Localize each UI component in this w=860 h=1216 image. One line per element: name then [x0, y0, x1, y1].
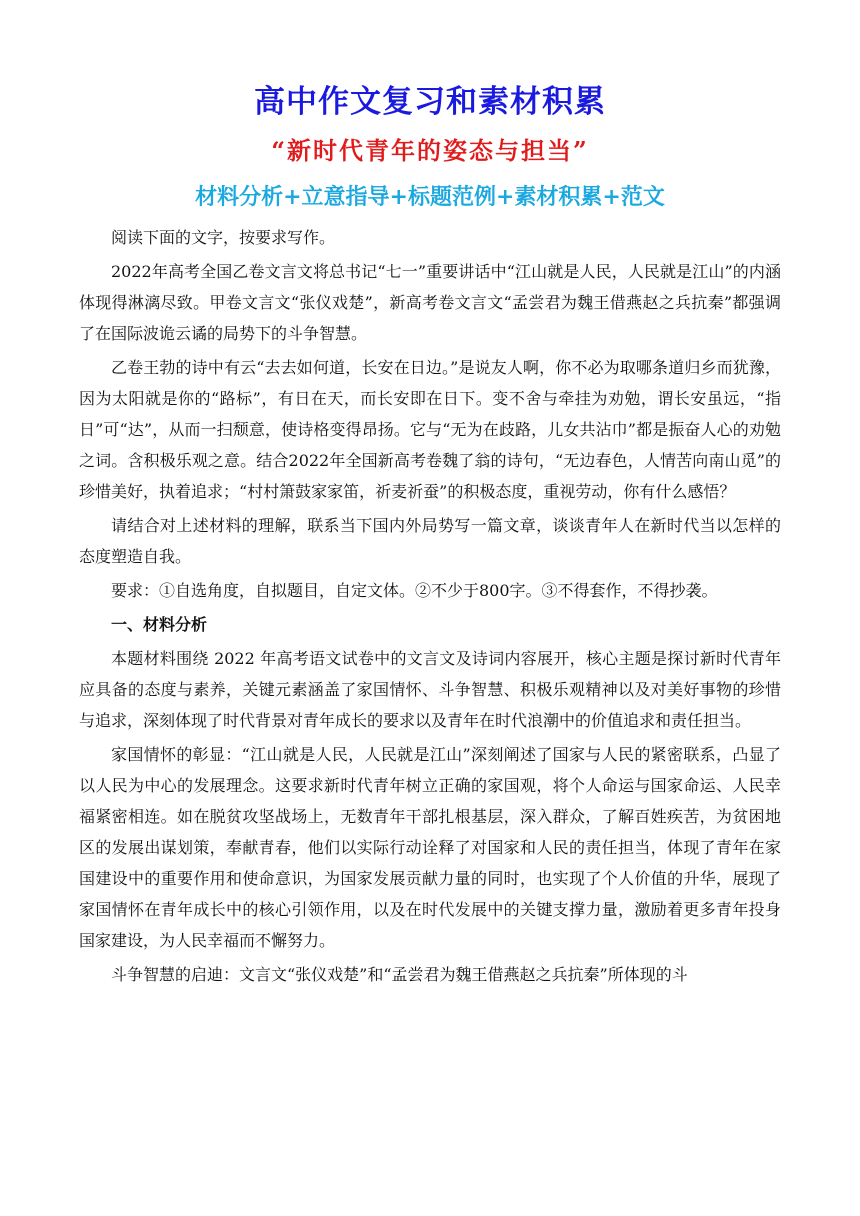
paragraph-requirements: 要求：①自选角度，自拟题目，自定文体。②不少于800字。③不得套作，不得抄袭。 [111, 581, 718, 600]
paragraph-material-1: 2022年高考全国乙卷文言文将总书记“七一”重要讲话中“江山就是人民，人民就是江山”的内涵体现得淋漓尽致。甲卷文言文“张仪戏楚”，新高考卷文言文“孟尝君为魏王借燕赵之兵抗秦”都强调了在国际波诡云谲的局势下的斗争智慧。 [79, 262, 781, 343]
paragraph-instruction: 阅读下面的文字，按要求写作。 [111, 228, 336, 247]
paragraph-analysis-3: 斗争智慧的启迪：文言文“张仪戏楚”和“孟尝君为魏王借燕赵之兵抗秦”所体现的斗 [111, 965, 688, 984]
document-subtitle: “新时代青年的姿态与担当” [271, 136, 589, 165]
document-body [79, 222, 781, 993]
paragraph-material-2: 乙卷王勃的诗中有云“去去如何道，长安在日边。”是说友人啊，你不必为取哪条道归乡而犹豫，因为太阳就是你的“路标”，有日在天，而长安即在日下。变不舍与牵挂为劝勉，谓长安虽远，“指日”可“达”，从而一扫颓意，使诗格变得昂扬。它与“无为在歧路，儿女共沾巾”都是振奋人心的劝勉之词。含积极乐观之意。结合2022年全国新高考卷魏了翁的诗句，“无边春色，人情苦向南山觅”的珍惜美好，执着追求；“村村箫鼓家家笛，祈麦祈蚕”的积极态度，重视劳动，你有什么感悟？ [79, 358, 781, 501]
document-section-list: 材料分析+立意指导+标题范例+素材积累+范文 [195, 184, 665, 210]
section-heading-analysis: 一、材料分析 [111, 615, 208, 634]
paragraph-analysis-1: 本题材料围绕 2022 年高考语文试卷中的文言文及诗词内容展开，核心主题是探讨新时代青年应具备的态度与素养，关键元素涵盖了家国情怀、斗争智慧、积极乐观精神以及对美好事物的珍惜与追求，深刻体现了时代背景对青年成长的要求以及青年在时代浪潮中的价值追求和责任担当。 [79, 649, 781, 730]
paragraph-analysis-2: 家国情怀的彰显：“江山就是人民，人民就是江山”深刻阐述了国家与人民的紧密联系，凸显了以人民为中心的发展理念。这要求新时代青年树立正确的家国观，将个人命运与国家命运、人民幸福紧密相连。如在脱贫攻坚战场上，无数青年干部扎根基层，深入群众，了解百姓疾苦，为贫困地区的发展出谋划策，奉献青春，他们以实际行动诠释了对国家和人民的责任担当，体现了青年在家国建设中的重要作用和使命意识，为国家发展贡献力量的同时，也实现了个人价值的升华，展现了家国情怀在青年成长中的核心引领作用，以及在时代发展中的关键支撑力量，激励着更多青年投身国家建设，为人民幸福而不懈努力。 [79, 745, 781, 950]
paragraph-prompt: 请结合对上述材料的理解，联系当下国内外局势写一篇文章，谈谈青年人在新时代当以怎样的态度塑造自我。 [79, 516, 781, 566]
document-title: 高中作文复习和素材积累 [254, 84, 606, 120]
